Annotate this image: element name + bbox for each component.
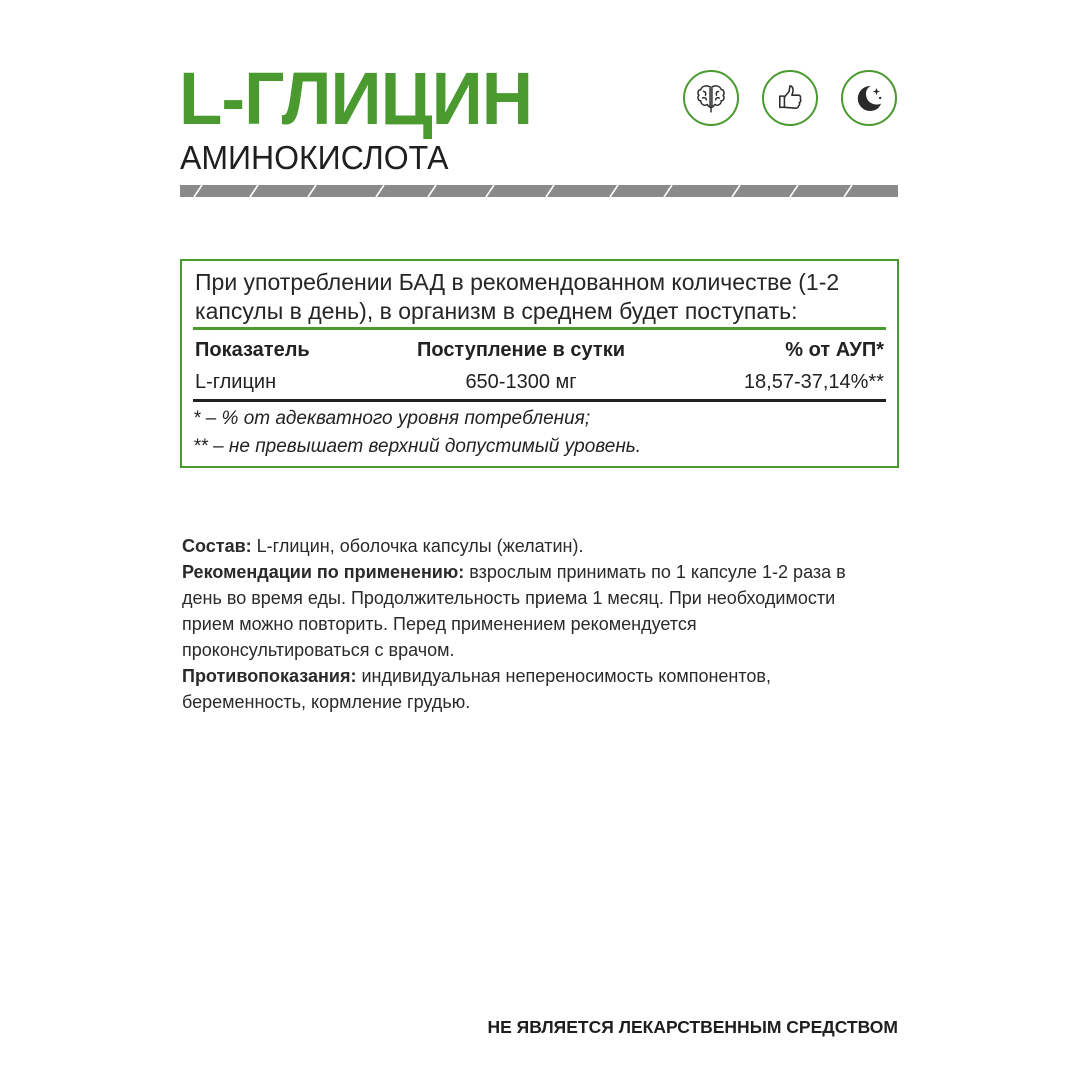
- footnote-2: ** – не превышает верхний допустимый уровень.: [193, 436, 642, 457]
- thumbs-up-icon: [764, 72, 816, 124]
- moon-stars-icon: [843, 72, 895, 124]
- contraindications-label: Противопоказания:: [182, 666, 357, 686]
- thumbs-up-badge: [762, 70, 818, 126]
- composition-label: Состав:: [182, 536, 252, 556]
- contraindications-text: индивидуальная непереносимость компонентов, беременность, кормление грудью.: [182, 666, 771, 712]
- composition-text: L-глицин, оболочка капсулы (желатин).: [251, 536, 584, 556]
- table-header-indicator: Показатель: [195, 339, 310, 361]
- table-cell-name: L-глицин: [195, 371, 277, 393]
- usage-label: Рекомендации по применению:: [182, 562, 465, 582]
- table-header-percent: % от АУП*: [785, 339, 884, 361]
- table-bottom-rule: [193, 399, 886, 402]
- moon-badge: [841, 70, 897, 126]
- product-subtitle: АМИНОКИСЛОТА: [180, 139, 449, 176]
- intake-intro-text: При употреблении БАД в рекомендованном количестве (1-2 капсулы в день), в организм в среднем будет поступать:: [195, 269, 840, 324]
- brain-icon: [685, 72, 737, 124]
- table-cell-percent: 18,57-37,14%**: [743, 371, 884, 393]
- footnote-1: * – % от адекватного уровня потребления;: [193, 408, 591, 429]
- brain-badge: [683, 70, 739, 126]
- table-cell-amount: 650-1300 мг: [465, 371, 577, 393]
- product-title: L-ГЛИЦИН: [179, 57, 533, 140]
- intake-table-box: [180, 259, 899, 468]
- table-top-rule: [193, 327, 886, 330]
- usage-text: взрослым принимать по 1 капсуле 1-2 раза в день во время еды. Продолжительность приема 1 месяц. При необходимости прием можно повторить. Перед применением рекомендуется проконсультироваться с врачом.: [182, 562, 846, 660]
- table-header-daily-intake: Поступление в сутки: [416, 339, 625, 361]
- product-info-block: [182, 533, 882, 715]
- decorative-stripe: [180, 185, 898, 197]
- not-a-medicine-disclaimer: НЕ ЯВЛЯЕТСЯ ЛЕКАРСТВЕННЫМ СРЕДСТВОМ: [487, 1017, 898, 1037]
